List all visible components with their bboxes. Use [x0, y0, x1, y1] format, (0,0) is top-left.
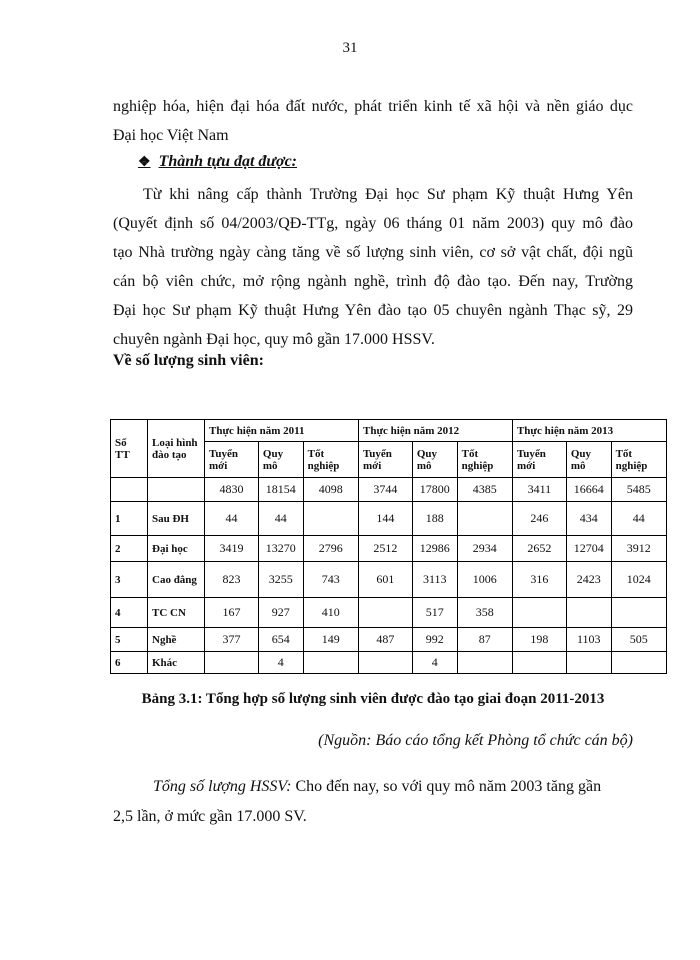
row-stt: 5 — [111, 628, 148, 652]
data-cell: 2796 — [303, 536, 358, 562]
data-cell: 198 — [512, 628, 566, 652]
data-cell: 1103 — [566, 628, 611, 652]
row-stt: 2 — [111, 536, 148, 562]
data-cell: 2423 — [566, 562, 611, 598]
table-row — [111, 502, 667, 536]
paragraph-1-line: Đại học Sư phạm Kỹ thuật Hưng Yên đào tạo 05 chuyên ngành Thạc sỹ, 29 — [113, 302, 633, 319]
data-cell: 12986 — [412, 536, 457, 562]
data-cell: 654 — [258, 628, 303, 652]
row-stt: 6 — [111, 652, 148, 674]
data-cell — [457, 502, 512, 536]
data-cell: 927 — [258, 598, 303, 628]
data-cell: 3912 — [611, 536, 666, 562]
data-cell: 13270 — [258, 536, 303, 562]
data-cell: 4 — [412, 652, 457, 674]
total-cell: 17800 — [412, 478, 457, 502]
paragraph-1-line: Từ khi nâng cấp thành Trường Đại học Sư phạm Kỹ thuật Hưng Yên — [143, 186, 633, 203]
header-year-2011: Thực hiện năm 2011 — [205, 420, 359, 442]
total-cell: 3411 — [512, 478, 566, 502]
total-cell: 4385 — [457, 478, 512, 502]
data-cell: 377 — [205, 628, 259, 652]
data-cell: 167 — [205, 598, 259, 628]
data-cell: 246 — [512, 502, 566, 536]
paragraph-2-text-line2: 2,5 lần, ở mức gần 17.000 SV. — [113, 808, 307, 825]
total-cell: 5485 — [611, 478, 666, 502]
table-row — [111, 562, 667, 598]
data-cell: 517 — [412, 598, 457, 628]
data-cell: 487 — [358, 628, 412, 652]
paragraph-1-line: tạo Nhà trường ngày càng tăng về số lượng sinh viên, cơ sở vật chất, đội ngũ — [113, 244, 633, 261]
data-cell: 12704 — [566, 536, 611, 562]
row-stt: 1 — [111, 502, 148, 536]
intro-line-2: Đại học Việt Nam — [113, 127, 229, 144]
header-loai-hinh: Loại hình đào tạo — [148, 420, 205, 478]
data-cell — [611, 598, 666, 628]
data-cell: 358 — [457, 598, 512, 628]
subheader-quy-mo: Quy mô — [566, 442, 611, 478]
paragraph-1-line: cán bộ viên chức, mở rộng ngành nghề, trình độ đào tạo. Đến nay, Trường — [113, 273, 633, 290]
row-name: TC CN — [148, 598, 205, 628]
header-so-tt: Số TT — [111, 420, 148, 478]
totals-row — [111, 478, 667, 502]
data-cell: 3113 — [412, 562, 457, 598]
subheader-quy-mo: Quy mô — [258, 442, 303, 478]
data-cell: 601 — [358, 562, 412, 598]
subheader-tot-nghiep: Tốt nghiệp — [611, 442, 666, 478]
data-cell: 87 — [457, 628, 512, 652]
total-cell: 3744 — [358, 478, 412, 502]
total-cell: 4098 — [303, 478, 358, 502]
paragraph-2-italic: Tổng số lượng HSSV: — [153, 778, 292, 795]
data-cell: 1006 — [457, 562, 512, 598]
header-year-2013: Thực hiện năm 2013 — [512, 420, 666, 442]
section-heading-text: Thành tựu đạt được: — [158, 153, 298, 170]
data-cell: 4 — [258, 652, 303, 674]
intro-line-1: nghiệp hóa, hiện đại hóa đất nước, phát triển kinh tế xã hội và nền giáo dục — [113, 98, 633, 115]
subheader-quy-mo: Quy mô — [412, 442, 457, 478]
row-stt: 4 — [111, 598, 148, 628]
subheader-tuyen-moi: Tuyển mới — [358, 442, 412, 478]
row-name: Sau ĐH — [148, 502, 205, 536]
data-cell — [611, 652, 666, 674]
row-name: Nghề — [148, 628, 205, 652]
table-row — [111, 598, 667, 628]
row-name: Khác — [148, 652, 205, 674]
data-cell — [512, 652, 566, 674]
data-cell: 823 — [205, 562, 259, 598]
table-row — [111, 536, 667, 562]
paragraph-2 — [113, 772, 633, 832]
paragraph-1-line: (Quyết định số 04/2003/QĐ-TTg, ngày 06 tháng 01 năm 2003) quy mô đào — [113, 215, 633, 232]
total-cell: 4830 — [205, 478, 259, 502]
data-cell: 410 — [303, 598, 358, 628]
data-cell: 3255 — [258, 562, 303, 598]
data-cell — [512, 598, 566, 628]
subheader-tuyen-moi: Tuyển mới — [205, 442, 259, 478]
paragraph-2-text: Cho đến nay, so với quy mô năm 2003 tăng gần — [291, 778, 602, 795]
data-cell: 2512 — [358, 536, 412, 562]
subheading: Về số lượng sinh viên: — [113, 352, 264, 369]
data-cell: 44 — [611, 502, 666, 536]
page-number: 31 — [342, 40, 358, 56]
totals-name — [148, 478, 205, 502]
student-count-table — [110, 419, 667, 674]
data-cell: 743 — [303, 562, 358, 598]
data-cell — [566, 652, 611, 674]
data-cell: 144 — [358, 502, 412, 536]
section-heading — [138, 153, 297, 171]
subheader-tot-nghiep: Tốt nghiệp — [303, 442, 358, 478]
data-cell: 434 — [566, 502, 611, 536]
row-stt: 3 — [111, 562, 148, 598]
data-cell: 505 — [611, 628, 666, 652]
data-cell: 316 — [512, 562, 566, 598]
data-cell: 1024 — [611, 562, 666, 598]
row-name: Cao đẳng — [148, 562, 205, 598]
data-cell: 44 — [205, 502, 259, 536]
data-cell — [205, 652, 259, 674]
table-source: (Nguồn: Báo cáo tổng kết Phòng tổ chức cán bộ) — [318, 732, 633, 749]
data-cell — [303, 502, 358, 536]
data-cell: 44 — [258, 502, 303, 536]
total-cell: 18154 — [258, 478, 303, 502]
table-row — [111, 652, 667, 674]
data-cell: 149 — [303, 628, 358, 652]
diamond-bullet-icon: ❖ — [138, 154, 151, 170]
table-row — [111, 628, 667, 652]
data-cell: 3419 — [205, 536, 259, 562]
table-caption: Bảng 3.1: Tổng hợp số lượng sinh viên được đào tạo giai đoạn 2011-2013 — [141, 691, 605, 707]
data-cell — [358, 598, 412, 628]
data-cell — [566, 598, 611, 628]
data-cell — [358, 652, 412, 674]
total-cell: 16664 — [566, 478, 611, 502]
data-cell — [457, 652, 512, 674]
header-year-2012: Thực hiện năm 2012 — [358, 420, 512, 442]
data-cell — [303, 652, 358, 674]
subheader-tuyen-moi: Tuyển mới — [512, 442, 566, 478]
data-cell: 2652 — [512, 536, 566, 562]
row-name: Đại học — [148, 536, 205, 562]
subheader-tot-nghiep: Tốt nghiệp — [457, 442, 512, 478]
data-cell: 2934 — [457, 536, 512, 562]
totals-stt — [111, 478, 148, 502]
data-cell: 992 — [412, 628, 457, 652]
data-cell: 188 — [412, 502, 457, 536]
paragraph-1-line: chuyên ngành Đại học, quy mô gần 17.000 HSSV. — [113, 331, 435, 348]
